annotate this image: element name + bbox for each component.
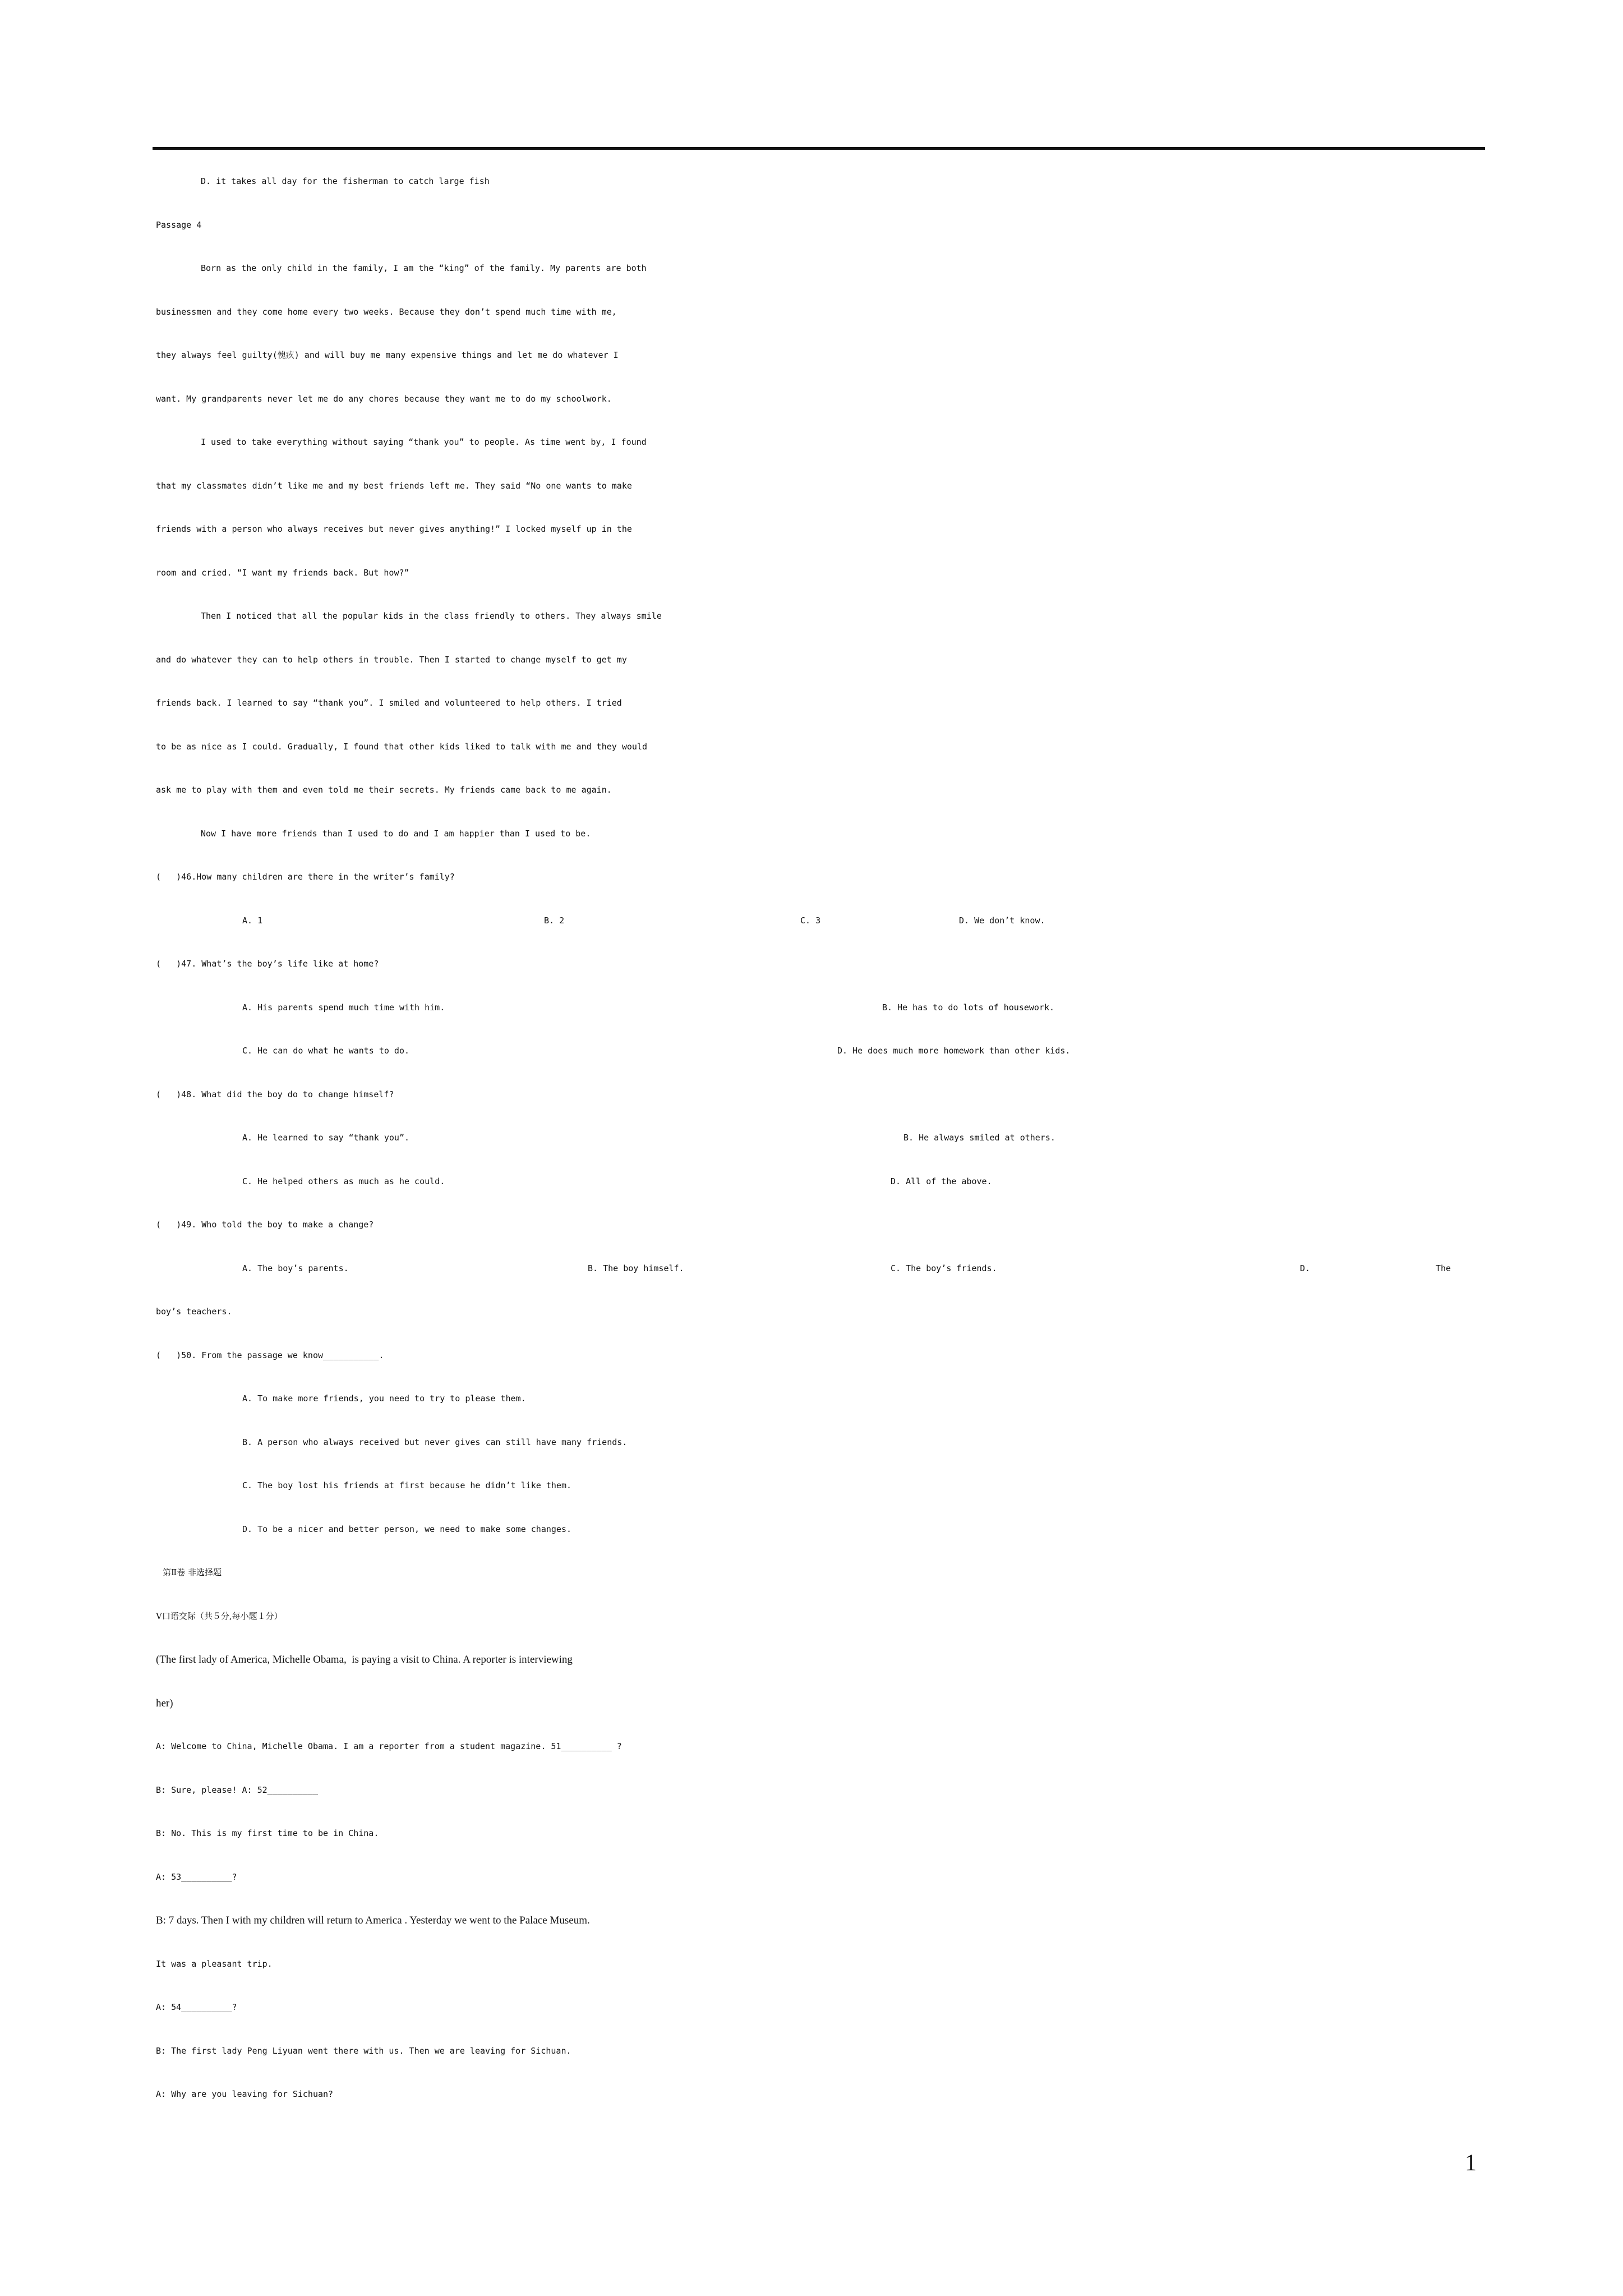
option-a: A. To make more friends, you need to try to please them. [242,1393,526,1404]
previous-question-option-d: D. it takes all day for the fisherman to catch large fish [201,176,490,186]
dialogue-line: B: 7 days. Then I with my children will return to America . Yesterday we went to the Palace Museum. [156,1915,590,1926]
option-a: A. His parents spend much time with him. [242,1002,445,1013]
paragraph-line: to be as nice as I could. Gradually, I found that other kids liked to talk with me and they would [156,741,647,752]
option-d: D. All of the above. [891,1176,992,1186]
document-page [156,160,1524,2116]
option-b: B. He has to do lots of housework. [882,1002,1055,1013]
question-49-option-d-continued: boy’s teachers. [156,1306,232,1317]
option-b: B. A person who always received but never gives can still have many friends. [242,1437,628,1447]
option-a: A. He learned to say “thank you”. [242,1133,410,1143]
question-47-stem: ( )47. What’s the boy’s life like at home? [156,959,379,969]
option-c: C. The boy’s friends. [891,1263,997,1273]
option-a: A. 1 [242,915,263,926]
passage-title: Passage 4 [156,219,202,230]
option-c: C. He can do what he wants to do. [242,1046,410,1056]
paragraph-line: Now I have more friends than I used to do and I am happier than I used to be. [201,828,591,839]
dialogue-intro-line: her) [156,1697,173,1709]
option-c: C. He helped others as much as he could. [242,1176,445,1186]
paragraph-line: and do whatever they can to help others in trouble. Then I started to change myself to get my [156,654,627,665]
paragraph-line: they always feel guilty(愧疚) and will buy me many expensive things and let me do whatever I [156,350,619,360]
section-heading: 第Ⅱ卷 非选择题 [163,1567,222,1577]
option-c: C. 3 [800,915,821,926]
dialogue-line: A: Why are you leaving for Sichuan? [156,2089,334,2099]
option-d: D. To be a nicer and better person, we need to make some changes. [242,1524,571,1534]
option-b: B. 2 [544,915,565,926]
dialogue-line: B: No. This is my first time to be in China. [156,1828,379,1838]
question-48-stem: ( )48. What did the boy do to change himself? [156,1089,394,1099]
dialogue-line: A: 53__________? [156,1871,237,1882]
paragraph-line: Born as the only child in the family, I am the “king” of the family. My parents are both [201,263,647,273]
question-50-stem: ( )50. From the passage we know___________. [156,1350,384,1360]
option-c: C. The boy lost his friends at first because he didn’t like them. [242,1480,571,1490]
option-d: D. We don’t know. [959,915,1045,926]
question-49-stem: ( )49. Who told the boy to make a change? [156,1220,374,1230]
question-48-options-row2 [156,1160,1524,1204]
option-d-letter: D. [1300,1263,1311,1273]
paragraph-line: ask me to play with them and even told me their secrets. My friends came back to me again. [156,785,612,795]
paragraph-line: businessmen and they come home every two weeks. Because they don’t spend much time with me, [156,306,617,317]
paragraph-line: that my classmates didn’t like me and my best friends left me. They said “No one wants to make [156,480,632,491]
dialogue-line: B: Sure, please! A: 52__________ [156,1784,318,1795]
option-d-start: The [1436,1263,1451,1273]
dialogue-intro-line: (The first lady of America, Michelle Obama, is paying a visit to China. A reporter is interviewing [156,1654,573,1665]
question-46-stem: ( )46.How many children are there in the writer’s family? [156,872,455,882]
option-b: B. He always smiled at others. [903,1133,1055,1143]
header-rule [153,147,1485,150]
option-a: A. The boy’s parents. [242,1263,349,1273]
paragraph-line: want. My grandparents never let me do any chores because they want me to do my schoolwork. [156,393,612,404]
dialogue-line: It was a pleasant trip. [156,1958,273,1969]
option-d: D. He does much more homework than other kids. [837,1046,1071,1056]
paragraph-line: friends back. I learned to say “thank you”. I smiled and volunteered to help others. I tried [156,698,622,708]
dialogue-line: A: 54__________? [156,2002,237,2012]
question-47-options-row1 [156,986,1524,1030]
dialogue-line: B: The first lady Peng Liyuan went there with us. Then we are leaving for Sichuan. [156,2045,571,2056]
question-46-options [156,899,1524,943]
paragraph-line: friends with a person who always receives but never gives anything!” I locked myself up in the [156,524,632,534]
paragraph-line: I used to take everything without saying “thank you” to people. As time went by, I found [201,437,647,447]
question-49-options [156,1247,1524,1291]
question-47-options-row2 [156,1029,1524,1073]
paragraph-line: room and cried. “I want my friends back. But how?” [156,567,409,578]
option-b: B. The boy himself. [588,1263,684,1273]
dialogue-line: A: Welcome to China, Michelle Obama. I am a reporter from a student magazine. 51__________ ? [156,1741,622,1751]
section-v-heading: Ⅴ口语交际（共５分,每小题１分） [156,1611,283,1621]
question-48-options-row1 [156,1116,1524,1160]
page-number: 1 [1465,2150,1477,2176]
paragraph-line: Then I noticed that all the popular kids in the class friendly to others. They always smile [201,611,662,621]
